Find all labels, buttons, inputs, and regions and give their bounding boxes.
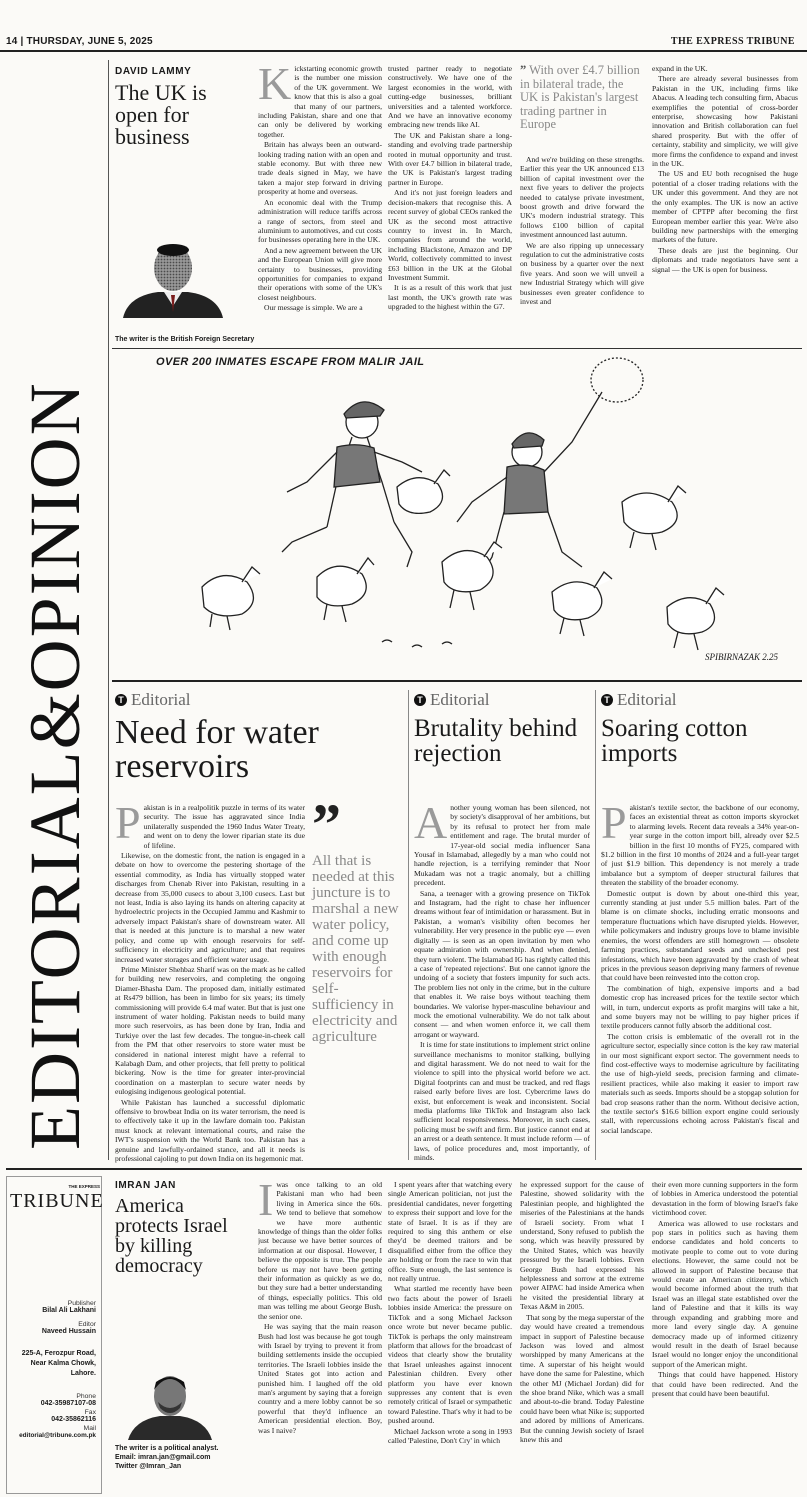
ed1-body-column [115, 803, 305, 1163]
ed1-pull-quote: All that is needed at this juncture is to marshal a new water policy, and come up with enough reservoirs for self-sufficiency in electricity and agriculture [312, 853, 399, 1045]
op1-author-portrait [118, 240, 228, 318]
tribune-t-icon: T [601, 694, 613, 706]
fax-number: 042-35862116 [51, 1416, 96, 1423]
editor-label: Editor [78, 1321, 96, 1328]
ed3-paragraph: The combination of high, expensive imports and a bad domestic crop has increased prices for the textile sector which will, in turn, undercut exports as profit margins will take a hit, and some buyers may not be willing to pay higher prices if textile producers cannot fully absorb the additional cost. [601, 983, 799, 1031]
ed3-body-column [601, 803, 799, 1163]
ed3-kicker-text: Editorial [617, 690, 677, 709]
ed1-pull-quote-box [312, 792, 404, 1045]
newspaper-masthead: THE EXPRESS TRIBUNE [670, 36, 795, 47]
ed1-kicker-text: Editorial [131, 690, 191, 709]
ed3-dropcap: P [601, 803, 627, 848]
op2-paragraph: he expressed support for the cause of Palestine, showed solidarity with the Palestinian people, and highlighted the miseries of the Palestinians at the hands of Israeli society. From what I understand, Sony refused to publish the song, which was heavily pressured by the United States, which was heavily pressured by the Israeli lobbies. Even George Bush had expressed his helplessness and sorrow at the extreme power AIPAC had inside America when he visited the presidential library at Texas A&M in 2005. [520, 1180, 644, 1312]
section-title-text: EDITORIAL&OPINION [15, 381, 95, 1150]
op1-column-2 [388, 64, 512, 344]
op1-paragraph: expand in the UK. [652, 64, 708, 73]
ed1-dropcap: P [115, 803, 141, 848]
ed1-paragraph: While Pakistan has launched a successful diplomatic offensive to browbeat India on its water terrorism, the need is to effectively take it up in the lawfare domain too. Pakistan must knock at relevant international courts, and raise the IWT's suspension with the World Bank too. Pakistan has a genuine and lawfully-ordained stance, and all it needs is professional cajoling to put down India on its hegemonic mat. [115, 1097, 305, 1163]
ed1-kicker [115, 690, 190, 710]
publisher-label: Publisher [67, 1300, 96, 1307]
op1-paragraph: Our message is simple. We are a [264, 303, 363, 313]
op1-pull-quote-text: With over £4.7 billion in bilateral trade, the UK is Pakistan's largest trading partner in Europe [520, 64, 640, 131]
ed-divider-2 [595, 690, 596, 1160]
op2-column-2 [388, 1180, 512, 1492]
op1-caption: The writer is the British Foreign Secretary [115, 336, 255, 343]
op1-paragraph: And we're building on these strengths. Earlier this year the UK announced £13 billion of capital investment over the next five years to deliver the projects needed to catalyse private investment, boost growth and drive forward the UK's modern industrial strategy. This follows £100 billion of capital investment announced last autumn. [520, 155, 644, 240]
op1-paragraph: An economic deal with the Trump administration will reduce tariffs across a range of sectors, from steel and aluminium to automotives, and cut costs for businesses operating here in the UK. [258, 197, 382, 245]
section-divider [108, 60, 109, 1160]
ed2-body-column [414, 803, 590, 1163]
op2-caption-email: Email: imran.jan@gmail.com [115, 1454, 211, 1461]
op1-paragraph: It is as a result of this work that just last month, the UK's growth rate was upgraded to the highest within the G7. [388, 283, 512, 312]
ed1-paragraph: Likewise, on the domestic front, the nation is engaged in a debate on how to overcome the pestering shortage of the essential commodity, as India has virtually stopped water discharges from Chenab River into Pakistan, resulting in a decrease from 35,000 cusecs to about 3,100 cusecs. Last but not least, India is also laying its hands on altering capacity at hydroelectric projects in the Occupied Jammu and Kashmir to adversely impact Pakistan's share of downstream water. All that is needed at this juncture is to marshal a new water policy, and come up with enough reservoirs for self-sufficiency in electricity and agriculture; and that requires increased water storages and efficient water usage. [115, 851, 305, 964]
ed2-dropcap: A [414, 803, 448, 848]
op2-caption [115, 1444, 255, 1471]
op2-column-1 [258, 1180, 382, 1492]
op2-paragraph: Things that could have happened. History that could have been redirected. And the present that could have been beautiful. [652, 1370, 798, 1398]
header-rule [0, 50, 807, 52]
op1-paragraph: There are already several businesses from Pakistan in the UK, including firms like Abacus. A leading tech consulting firm, Abacus exemplifies the potential of cross-border enterprise, showcasing how Pakistani innovation and British collaboration can fuel shared prosperity. But with the offer of certainty, stability and simplicity, we will give more firms the confidence to expand and invest in the UK. [652, 74, 798, 169]
op2-paragraph: That song by the mega superstar of the day would have created a tremendous impact in support of Palestine because Jackson was loved and almost worshipped by many Americans at the time. A superstar of his height would have done the same for Palestine, which the other MJ (Michael Jordan) did for the shoe brand Nike, which was a small and about-to-die brand. Today Palestine could have been what Nike is; supported and adored by millions of Americans. But the cunning Jewish society of Israel knew this and [520, 1312, 644, 1444]
op2-column-3 [520, 1180, 644, 1492]
op1-paragraph: trusted partner ready to negotiate constructively. We have one of the largest economies in the world, with cutting-edge businesses, brilliant universities and a talented workforce. And we have an innovative economy embracing new trends like AI. [388, 64, 512, 130]
op1-paragraph: And it's not just foreign leaders and decision-makers that recognise this. A recent survey of global CEOs ranked the UK as the second most attractive country to invest in. In March, companies from around the world, including Blackstone, Amazon and DP World, collectively committed to invest £63 billion in the UK at the Global Investment Summit. [388, 188, 512, 282]
op1-dropcap: K [258, 64, 292, 109]
publisher-name: Bilal Ali Lakhani [42, 1307, 96, 1314]
editorial-bottom-rule [6, 1168, 802, 1170]
mail-address: editorial@tribune.com.pk [19, 1432, 96, 1439]
cartoon-drawing [112, 352, 802, 672]
ed2-headline: Brutality behind rejection [414, 715, 578, 767]
ed3-paragraph: akistan's textile sector, the backbone of our economy, faces an existential threat as cotton imports skyrocket to alarming levels. Recent data reveals a 34% year-on-year surge in the cotton import bill, already over $2.5 billion in the first 10 months of FY25, compared with $1.2 billion in the first 10 months of 2024 and a full-year target of just $1.9 billion. This dependency is not merely a trade imbalance but a symptom of deeper structural failures that threaten the stability of the broader economy. [601, 803, 799, 888]
op2-author-portrait [120, 1370, 220, 1440]
op1-paragraph: And a new agreement between the UK and the European Union will give more certainty to businesses, providing opportunities for companies to expand their operations with some of the UK's closest neighbours. [258, 245, 382, 302]
editor-name: Naveed Hussain [41, 1328, 96, 1335]
op1-paragraph: We are also ripping up unnecessary regulation to cut the administrative costs on business by a quarter over the next five years. And soon we will unveil a new Industrial Strategy which will give businesses even greater confidence to invest and [520, 240, 644, 307]
op1-paragraph: These deals are just the beginning. Our diplomats and trade negotiators have sent a signal — the UK is open for business. [652, 245, 798, 274]
op1-paragraph: Britain has always been an outward-looking trading nation with an open and stable economy. But with three new trade deals signed in May, we have taken a major step forward in driving prosperity at home and overseas. [258, 140, 382, 197]
ed3-paragraph: Domestic output is down by about one-third this year, currently standing at just under 5.5 million bales. Part of the blame is on climate shocks, including erratic monsoons and temperature fluctuations which have disrupted yields. However, while policymakers and industry groups love to blame invisible enemies, the worst offenders are still homegrown — obsolete farming practices, substandard seeds and unchecked pest infestations, which have been aggravated by the crash of wheat prices in the previous season depriving many farmers of revenue that could have been reinvested into the cotton crop. [601, 888, 799, 983]
op1-column-3 [520, 155, 644, 345]
phone-number: 042-35987107-08 [40, 1400, 96, 1407]
imprint-details [6, 1300, 102, 1497]
page-folio: 14 | THURSDAY, JUNE 5, 2025 [6, 36, 153, 47]
op2-column-4 [652, 1180, 798, 1492]
op2-paragraph: What startled me recently have been two facts about the power of Israeli lobbies inside America: the pressure on TikTok and a song Michael Jackson once wrote but never became public. TikTok is perhaps the only mainstream platform that allows for the broadcast of videos that clearly show the brutality that Israel unleashes against innocent Palestinian children. Every other platform you have ever known suppresses any content that is even remotely critical of Israel or sympathetic toward Palestine. That's why it had to be pushed around. [388, 1284, 512, 1426]
tribune-t-icon: T [115, 694, 127, 706]
tribune-t-icon: T [414, 694, 426, 706]
op1-paragraph: The US and EU both recognised the huge potential of a closer trading relations with the UK under this government. And they are not the only examples. The UK is now an active member of CPTPP after becoming the first European member earlier this year. We're also building new partnerships with the emerging markets of the future. [652, 169, 798, 245]
ed3-headline: Soaring cotton imports [601, 715, 748, 767]
ed2-paragraph: Sana, a teenager with a growing presence on TikTok and Instagram, had the right to chase her influencer dreams without fear of intimidation or harassment. But in Pakistan, a woman's visibility often becomes her vulnerability. Her very presence in the public eye — even digitally — is seen as an open invitation by men who equate admiration with ownership. And when denied, they turn violent. The Islamabad IG has rightly called this a case of 'repeated rejections'. But one cannot ignore the undoing of a society that fosters impunity for such acts. The problem lies not only in the crime, but in the culture that enables it. We raise boys without teaching them boundaries. We valorise hyper-masculine behaviour and mock the emotional vulnerability. We do not talk about consent — and when women enforce it, we call them arrogant or wayward. [414, 888, 590, 1039]
ed1-headline: Need for water reservoirs [115, 714, 319, 785]
op2-paragraph: I spent years after that watching every single American politician, not just the presidential candidates, never forgetting to express their support and love for the state of Israel. It is as if they are required to sing this anthem or else they'd be deemed traitors and be disqualified either from the office they are holding or from the race to win that office. Sure enough, the last sentence is not really untrue. [388, 1180, 512, 1284]
cartoon-panel [112, 352, 802, 672]
quote-mark-icon: ” [312, 792, 341, 857]
op2-caption-twitter: Twitter @Imran_Jan [115, 1463, 182, 1470]
cartoon-signature: SPIBIRNAZAK 2.25 [705, 652, 778, 662]
op1-column-1 [258, 64, 382, 344]
ed2-kicker [414, 690, 489, 710]
office-address: 225-A, Ferozpur Road, Near Kalma Chowk, Lahore. [21, 1350, 96, 1377]
op2-paragraph: America was allowed to use rockstars and pop stars in politics such as having them endorse candidates and hold concerts to motivate people to come out to vote during elections. However, the same could not be allowed in support of Palestine because that would create an American citizenry, which would become informed about the truth that Israel was an illegal state established over the land of Palestine and that it kills its way through expanding and grabbing more and more land every single day. A genuine democracy made up of informed citizenry would result in the death of Israel because Israel would no longer enjoy the unconditional support of the American might. [652, 1218, 798, 1369]
mail-label: Mail [83, 1425, 96, 1432]
fax-label: Fax [84, 1409, 96, 1416]
ed-divider-1 [408, 690, 409, 1160]
ed2-kicker-text: Editorial [430, 690, 490, 709]
section-title-vertical [6, 60, 106, 1160]
logo-small-text: THE EXPRESS [68, 1184, 100, 1189]
ed3-paragraph: The cotton crisis is emblematic of the overall rot in the agriculture sector, especially since cotton is the key raw material in our most significant export sector. The government needs to find cost-effective ways to modernise agriculture by facilitating the use of high-yield seeds, precision farming and climate-resilient practices, while also making it easier to import raw materials such as seeds. Imports should be a stopgap solution for bad crop seasons rather than the norm. Without decisive action, the textile sector's $16.6 billion export engine could seriously stall, with repercussions echoing across Pakistan's fiscal and social landscape. [601, 1031, 799, 1135]
ed2-paragraph: nother young woman has been silenced, not by society's disapproval of her ambitions, but by its refusal to protect her from male entitlement and rage. The brutal murder of 17-year-old social media influencer Sana Yousaf in Islamabad, allegedly by a man who could not handle rejection, is a terrifying reminder that Noor Mukadam was not a tragic anomaly, but a chilling precedent. [414, 803, 590, 888]
op1-paragraph: ickstarting economic growth is the number one mission of the UK government. We know that this is also a goal that many of our partners, including Pakistan, share and one that can only be delivered by working together. [258, 64, 382, 139]
ed2-paragraph: It is time for state institutions to implement strict online surveillance mechanisms to monitor stalking, bullying and digital harassment. We do not need to wait for the violence to spill into the physical world before we act. Digital footprints can and must be tracked, and red flags raised early before lives are lost. Cybercrime laws do exist, but enforcement is weak and inconsistent. Social media platforms like TikTok and Instagram also lack sufficient local responsiveness. Moreover, in such cases, policing must be swift and firm. But justice cannot end at an arrest or a death sentence. It must include reform — of laws, of police procedures and, most importantly, of minds. [414, 1040, 590, 1163]
op1-pull-quote: ” With over £4.7 billion in bilateral trade, the UK is Pakistan's largest trading partner in Europe [520, 64, 640, 131]
op1-headline: The UK is open for business [115, 80, 207, 149]
op1-pull-quote-box [520, 64, 644, 142]
op2-caption-role: The writer is a political analyst. [115, 1445, 219, 1452]
op2-paragraph: was once talking to an old Pakistani man who had been living in America since the 60s. We tend to believe that somehow we have more authentic knowledge of things than the older folks just because we have better sources of information at our disposal. However, I believe the opposite is true. The people before us may not have been getting their information as quickly as we do, but they sure had a better understanding of things, especially politics. This old man was telling me about George Bush, the senior one. [258, 1180, 382, 1321]
cartoon-title: OVER 200 INMATES ESCAPE FROM MALIR JAIL [156, 356, 425, 368]
op2-paragraph: He was saying that the main reason Bush had lost was because he got tough with Israel by trying to prevent it from building settlements inside the occupied territories. The Israeli lobbies inside the United States got into action and punished him. I laughed off the old man's argument by saying that a foreign country and a mere lobby cannot be so powerful that they'd influence an American presidential election. Boy, was I naive? [258, 1322, 382, 1435]
ed3-kicker [601, 690, 676, 710]
ed1-paragraph: akistan is in a realpolitik puzzle in terms of its water security. The issue has aggravated since India unilaterally suspended the 1960 Indus Water Treaty, and went on to deny the lower riparian state its due of lifeline. [143, 803, 305, 850]
op2-dropcap: I [258, 1180, 274, 1225]
op2-byline: IMRAN JAN [115, 1180, 176, 1191]
op2-headline: America protects Israel by killing democracy [115, 1195, 228, 1277]
ed1-paragraph: Prime Minister Shehbaz Sharif was on the mark as he called for building new reservoirs, and completing the ongoing Diamer-Bhasha Dam. The proposed dam, initially estimated at Rs479 billion, has been in limbo for six years; its timely commissioning will provide 6.4 maf water. But that is just one instrument of water holding. Pakistan needs to build many more such reservoirs, as has been done by Iran, India and Turkiye over the last few decades. The tongue-in-cheek call from the PM that other reservoirs to store water must be considered in national interest might have a referral to Kalabagh Dam, and other projects, that fell pretty to political bickering. Now is the time for greater inter-provincial coordination on a masterplan to secure water needs by eulogising indigenous geological potential. [115, 964, 305, 1097]
tribune-logo: TRIBUNE [10, 1190, 104, 1212]
op1-bottom-rule [112, 348, 802, 349]
phone-label: Phone [76, 1393, 96, 1400]
op2-paragraph: Michael Jackson wrote a song in 1993 called 'Palestine, Don't Cry' in which [388, 1426, 512, 1445]
op1-column-4 [652, 64, 798, 344]
op1-byline: DAVID LAMMY [115, 66, 192, 77]
op1-paragraph: The UK and Pakistan share a long-standing and evolving trade partnership rooted in mutual opportunity and trust. With over £4.7 billion in bilateral trade, the UK is Pakistan's largest trading partner in Europe. [388, 130, 512, 187]
op2-paragraph: their even more cunning supporters in the form of lobbies in America understood the potential devastation in the form of blowing Israel's fake victimhood cover. [652, 1180, 798, 1218]
cartoon-bottom-rule [112, 680, 802, 682]
